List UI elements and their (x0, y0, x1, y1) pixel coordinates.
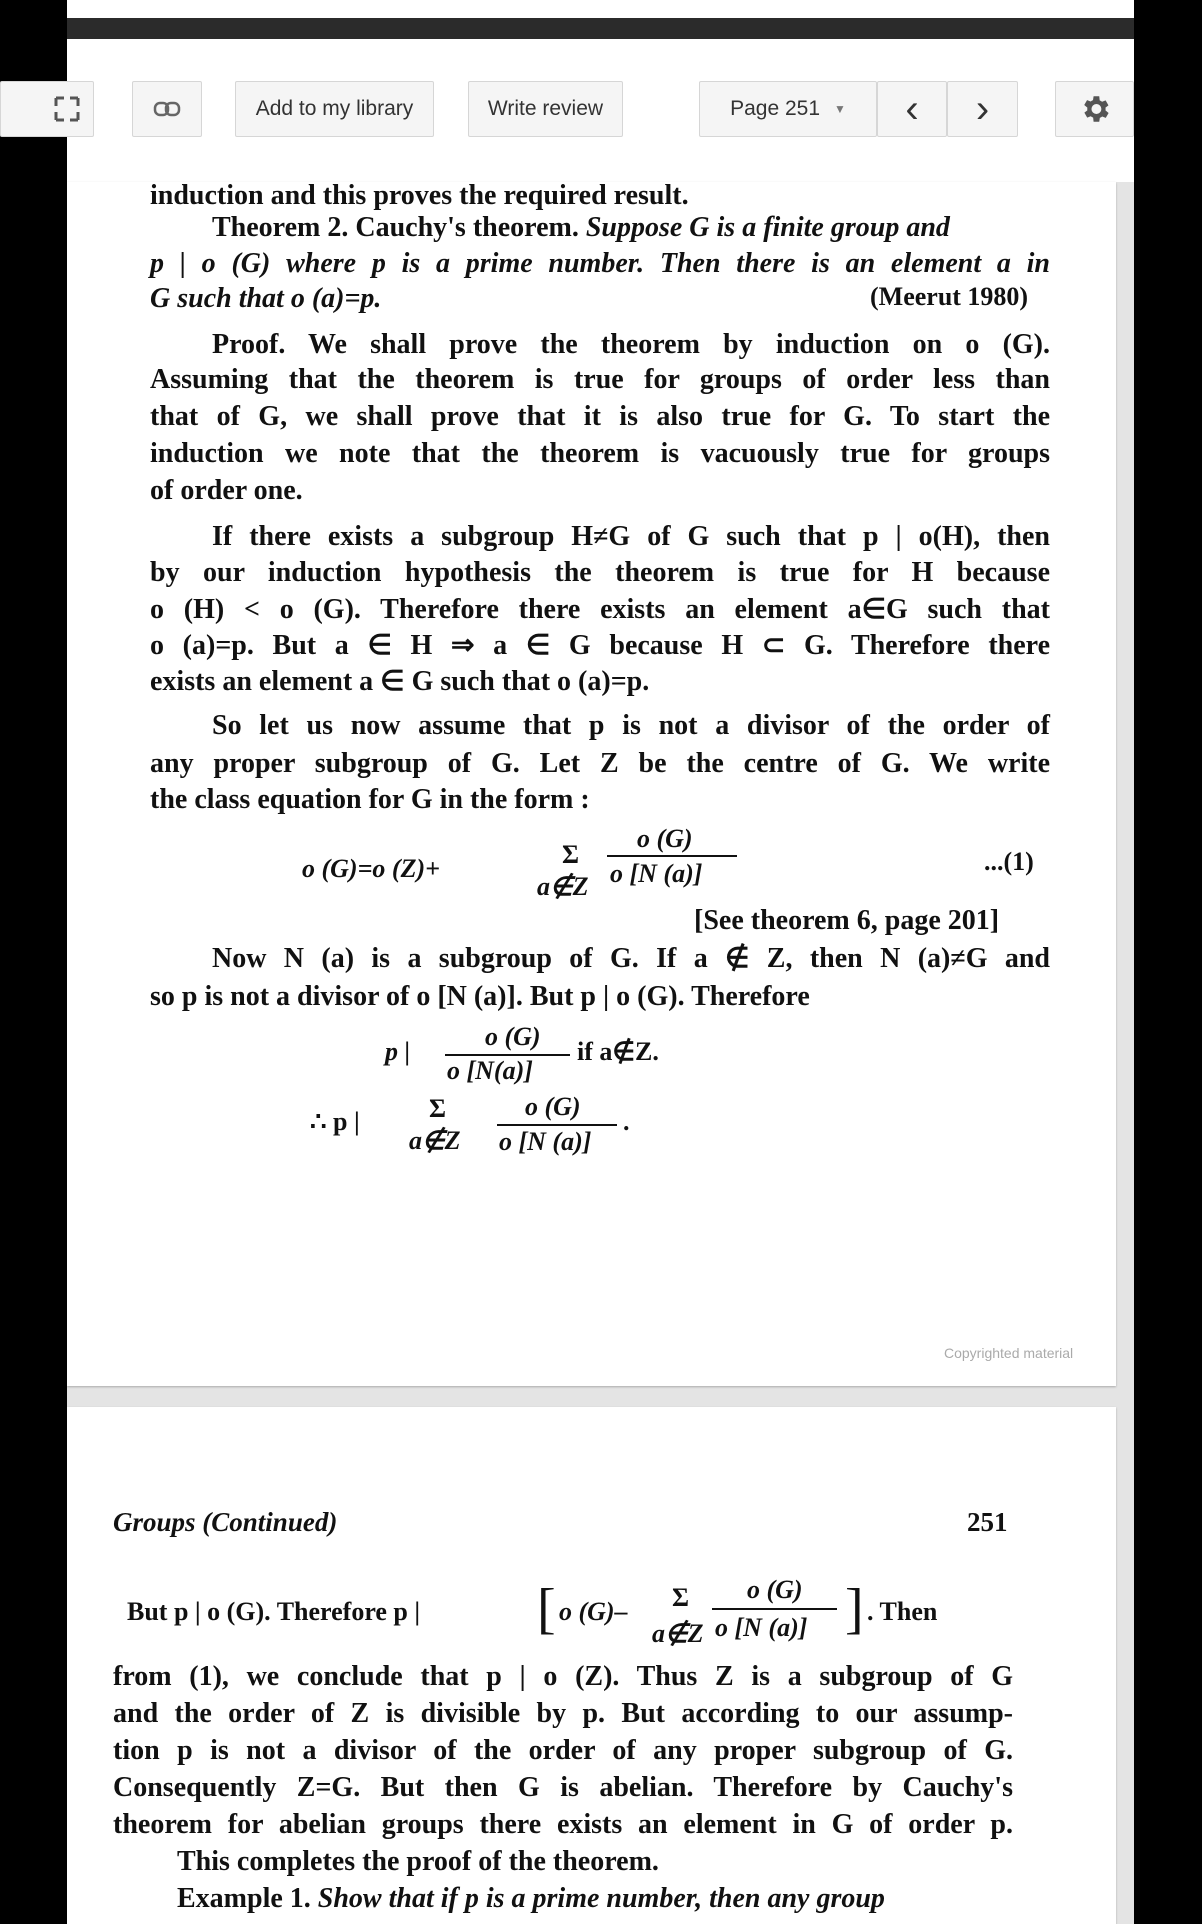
running-header: Groups (Continued) (113, 1507, 338, 1537)
text-line (150, 399, 1050, 435)
eq3-num: o (G) (525, 1092, 581, 1121)
eq1-label: ...(1) (984, 847, 1034, 876)
eq3-sigma: Σ (429, 1094, 446, 1123)
eq2-num: o (G) (485, 1022, 541, 1051)
eq2-cond: if a∉Z. (577, 1037, 659, 1066)
text-line (694, 903, 999, 939)
text-segment: Consequently Z=G. But then G is abelian. Therefore by Cauchy's (113, 1772, 1013, 1803)
prev-page-button[interactable] (877, 81, 947, 137)
text-line (150, 628, 1050, 664)
text-segment: that of G, we shall prove that it is also true for G. To start the (150, 401, 1050, 432)
eq2-den: o [N(a)] (447, 1056, 533, 1085)
text-line (212, 708, 1050, 744)
text-segment: theorem for abelian groups there exists an element in G of order p. (113, 1809, 1013, 1840)
eq1-num: o (G) (637, 824, 693, 853)
text-segment: o (a)=p. But a ∈ H ⇒ a ∈ G because H ⊂ G. Therefore there (150, 630, 1050, 661)
chevron-down-icon: ▼ (834, 102, 846, 116)
text-line (150, 178, 689, 214)
text-segment: exists an element a ∈ G such that o (a)=p. (150, 666, 650, 697)
fullscreen-icon (52, 94, 82, 124)
text-segment: of order one. (150, 475, 303, 506)
text-segment: any proper subgroup of G. Let Z be the centre of G. We write (150, 748, 1050, 779)
text-line (113, 1807, 1013, 1843)
fullscreen-button[interactable] (0, 81, 94, 137)
text-line (150, 436, 1050, 472)
settings-button[interactable] (1055, 81, 1134, 137)
eq3-end: . (623, 1107, 630, 1136)
eq4-post: . Then (867, 1597, 938, 1626)
text-segment: Show that if p is a prime number, then any group (317, 1883, 885, 1914)
text-line (150, 782, 590, 818)
text-segment: from (1), we conclude that p | o (Z). Thus Z is a subgroup of G (113, 1661, 1013, 1692)
text-segment: Assuming that the theorem is true for groups of order less than (150, 364, 1050, 395)
eq4-den: o [N (a)] (715, 1613, 808, 1642)
copyright-notice: Copyrighted material (944, 1345, 1074, 1361)
text-segment: by our induction hypothesis the theorem is true for H because (150, 557, 1050, 588)
eq3-den: o [N (a)] (499, 1127, 592, 1156)
text-line (150, 979, 810, 1015)
text-segment: Suppose G is a finite group and (585, 212, 950, 243)
text-segment: the class equation for G in the form : (150, 784, 590, 815)
text-segment: so p is not a divisor of o [N (a)]. But p | o (G). Therefore (150, 981, 810, 1012)
text-line (177, 1844, 659, 1880)
eq1-sigma: Σ (562, 840, 579, 869)
eq4-sub: a∉Z (652, 1619, 704, 1648)
eq3-sub: a∉Z (409, 1126, 461, 1155)
add-to-library-button[interactable]: Add to my library (235, 81, 434, 137)
text-segment: Proof. We shall prove the theorem by induction on o (G). (212, 329, 1050, 360)
link-icon (153, 101, 181, 117)
text-line (150, 555, 1050, 591)
fraction-bar (712, 1608, 837, 1610)
eq3-lhs: ∴ p | (310, 1107, 360, 1136)
text-segment: [See theorem 6, page 201] (694, 905, 1000, 936)
eq4-pre: But p | o (G). Therefore p | (127, 1597, 421, 1626)
page-number: 251 (967, 1507, 1008, 1537)
text-line (212, 941, 1050, 977)
text-line (113, 1733, 1013, 1769)
text-line (113, 1770, 1013, 1806)
top-strip (67, 0, 1134, 18)
title-bar (67, 18, 1134, 39)
text-line (150, 746, 1050, 782)
text-line (113, 1659, 1013, 1695)
text-line (177, 1881, 885, 1917)
text-line (212, 519, 1050, 555)
text-segment: Example 1. (177, 1883, 318, 1914)
eq1-lhs: o (G)=o (Z)+ (302, 854, 440, 883)
text-segment: This completes the proof of the theorem. (177, 1846, 659, 1877)
eq1-sub: a∉Z (537, 872, 589, 901)
book-page-1 (67, 182, 1116, 1386)
text-segment: So let us now assume that p is not a divisor of the order of (212, 710, 1050, 741)
text-segment: and the order of Z is divisible by p. But according to our assump- (113, 1698, 1013, 1729)
text-segment: p | o (G) where p is a prime number. Then there is an element a in (150, 248, 1050, 279)
text-segment: Now N (a) is a subgroup of G. If a ∉ Z, then N (a)≠G and (212, 943, 1050, 974)
page-select[interactable] (699, 81, 877, 137)
text-line (150, 473, 303, 509)
text-segment: induction we note that the theorem is vacuously true for groups (150, 438, 1050, 469)
text-segment: tion p is not a divisor of the order of any proper subgroup of G. (113, 1735, 1013, 1766)
text-line (212, 327, 1050, 363)
text-segment: induction and this proves the required result. (150, 180, 689, 211)
eq2-lhs: p | (385, 1037, 411, 1066)
text-line (150, 281, 381, 317)
citation: (Meerut 1980) (870, 282, 1029, 311)
text-line (150, 592, 1050, 628)
text-segment: G such that o (a)=p. (150, 283, 382, 314)
text-line (150, 664, 649, 700)
eq4-num: o (G) (747, 1575, 803, 1604)
eq4-sigma: Σ (672, 1583, 689, 1612)
fraction-bar (497, 1124, 617, 1126)
eq1-den: o [N (a)] (610, 859, 703, 888)
text-segment: If there exists a subgroup H≠G of G such that p | o(H), then (212, 521, 1050, 552)
text-line (150, 362, 1050, 398)
chevron-right-icon: › (975, 86, 990, 131)
text-segment: Theorem 2. Cauchy's theorem. (212, 212, 586, 243)
right-bracket: ] (845, 1578, 864, 1640)
text-line (150, 246, 1050, 282)
page-select-label: Page 251 (730, 97, 821, 120)
left-bracket: [ (537, 1578, 556, 1640)
next-page-button[interactable] (947, 81, 1018, 137)
gear-icon (1078, 92, 1112, 126)
book-page-2 (67, 1407, 1116, 1924)
eq4-inner: o (G)– (559, 1597, 628, 1626)
text-line (113, 1696, 1013, 1732)
link-button[interactable] (132, 81, 202, 137)
chevron-left-icon: ‹ (905, 86, 919, 131)
fraction-bar (607, 855, 737, 857)
text-segment: o (H) < o (G). Therefore there exists an element a∈G such that (150, 594, 1050, 625)
write-review-button[interactable]: Write review (468, 81, 623, 137)
text-line (212, 210, 950, 246)
